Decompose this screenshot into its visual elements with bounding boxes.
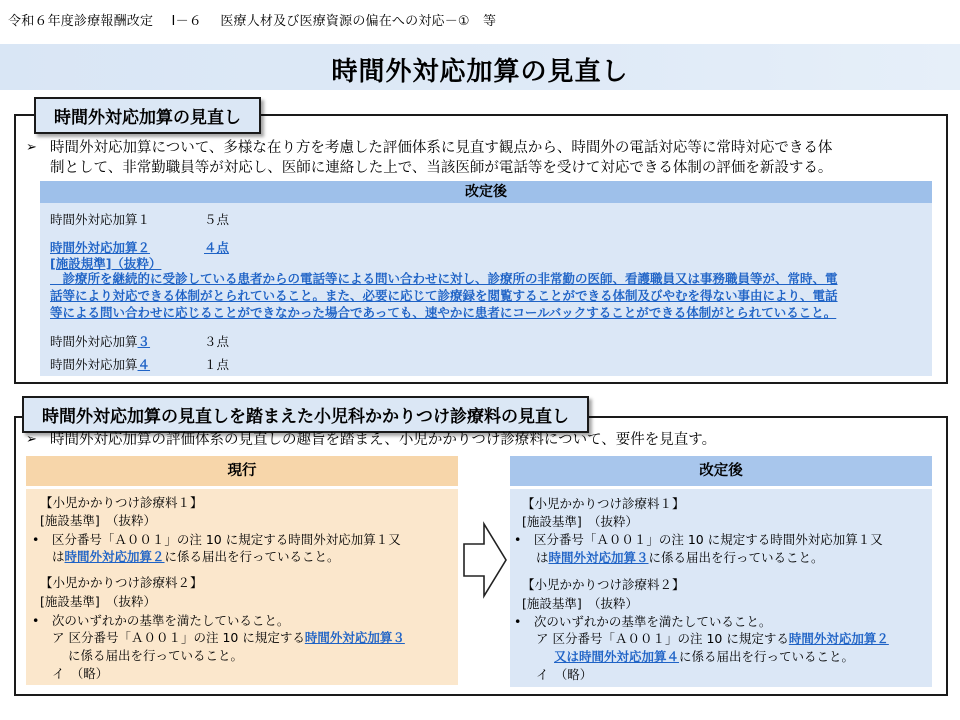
current-fee2-line2-pre: ア 区分番号「Ａ００１」の注 10 に規定する [52, 630, 305, 645]
revised-fee2-link-b: 又は時間外対応加算４ [554, 649, 680, 664]
current-fee1-title: 【小児かかりつけ診療料１】 [40, 495, 203, 510]
item2-name: 時間外対応加算２ [50, 240, 151, 255]
item2-desc-line3: 等による問い合わせに応じることができなかった場合であっても、速やかに患者にコールバックすることができる体制がとられていること。 [50, 305, 837, 320]
section1-panel-header: 改定後 [40, 181, 932, 203]
topic-label: 医療人材及び医療資源の偏在への対応－① 等 [220, 14, 497, 29]
section1-lead-line1: 時間外対応加算について、多様な在り方を考慮した評価体系に見直す観点から、時間外の電話対応等に常時対応できる体 [50, 140, 833, 156]
revised-fee2-line4: イ （略） [536, 667, 593, 682]
current-fee2-criteria: [施設基準] （抜粋） [40, 594, 157, 609]
revised-header: 改定後 [510, 456, 932, 486]
item2-points: ４点 [204, 240, 230, 255]
section2-lead: 時間外対応加算の評価体系の見直しの趣旨を踏まえ、小児かかりつけ診療料について、要件を見直す。 [50, 432, 717, 448]
section2-tab: 時間外対応加算の見直しを踏まえた小児科かかりつけ診療料の見直し [22, 396, 589, 433]
right-arrow-icon [462, 520, 508, 600]
section1-tab: 時間外対応加算の見直し [34, 97, 261, 134]
section2-bullet-icon: ➢ [26, 432, 37, 447]
item4-name-num: ４ [137, 357, 151, 372]
item4-name-base: 時間外対応加算 [50, 357, 138, 372]
item1-points: ５点 [204, 212, 230, 227]
current-fee1-criteria: [施設基準] （抜粋） [40, 513, 157, 528]
current-fee1-link: 時間外対応加算２ [64, 549, 165, 564]
current-fee2-line4: イ （略） [52, 666, 109, 681]
current-fee2-line3: に係る届出を行っていること。 [68, 648, 244, 663]
header-line [8, 10, 510, 29]
revised-fee1-title: 【小児かかりつけ診療料１】 [522, 496, 685, 511]
item2-desc-line1: 診療所を継続的に受診している患者からの電話等による問い合わせに対し、診療所の非常勤の医師、看護職員又は事務職員等が、常時、電 [50, 271, 838, 286]
section-number: Ⅰ－６ [171, 14, 202, 29]
page-title: 時間外対応加算の見直し [331, 57, 629, 87]
current-header: 現行 [26, 456, 458, 486]
revision-label: 令和６年度診療報酬改定 [8, 14, 154, 29]
item3-name [50, 332, 150, 350]
revised-fee2-link-a: 時間外対応加算２ [788, 631, 889, 646]
item3-points: ３点 [204, 334, 230, 349]
revised-fee2-line1: • 次のいずれかの基準を満たしていること。 [514, 614, 772, 629]
revised-fee1-line2-post: に係る届出を行っていること。 [648, 550, 824, 565]
current-fee2-title: 【小児かかりつけ診療料２】 [40, 575, 203, 590]
item3-name-base: 時間外対応加算 [50, 334, 138, 349]
revised-fee2-line2 [536, 630, 889, 648]
current-fee2-line2 [52, 629, 405, 647]
revised-fee1-line2-pre: は [536, 550, 549, 565]
revised-fee2-line2-pre: ア 区分番号「Ａ００１」の注 10 に規定する [536, 631, 789, 646]
section1-bullet-icon: ➢ [26, 140, 37, 155]
item4-points: １点 [204, 357, 230, 372]
section1-lead-line2: 制として、非常勤職員等が対応し、医師に連絡した上で、当該医師が電話等を受けて対応できる体制の評価を新設する。 [50, 160, 833, 176]
revised-fee1-link: 時間外対応加算３ [548, 550, 649, 565]
item2-desc-line2: 話等により対応できる体制がとられていること。また、必要に応じて診療録を閲覧することができる体制及びやむを得ない事由により、電話 [50, 288, 838, 303]
item1-name: 時間外対応加算１ [50, 212, 151, 227]
revised-fee1-line1: • 区分番号「Ａ００１」の注 10 に規定する時間外対応加算１又 [514, 532, 883, 547]
revised-fee2-title: 【小児かかりつけ診療料２】 [522, 577, 685, 592]
revised-fee1-line2 [536, 549, 824, 567]
current-fee1-line2-pre: は [52, 549, 65, 564]
item3-name-num: ３ [137, 334, 151, 349]
title-band [0, 44, 960, 90]
current-fee1-line2 [52, 548, 340, 566]
item4-name [50, 355, 150, 373]
current-fee2-line1: • 次のいずれかの基準を満たしていること。 [32, 613, 290, 628]
revised-fee2-line3 [554, 648, 854, 666]
item2-criteria: [施設規準]（抜粋） [50, 256, 162, 271]
revised-fee2-criteria: [施設基準] （抜粋） [522, 596, 639, 611]
revised-fee1-criteria: [施設基準] （抜粋） [522, 514, 639, 529]
current-fee1-line2-post: に係る届出を行っていること。 [164, 549, 340, 564]
current-fee2-link: 時間外対応加算３ [304, 630, 405, 645]
current-fee1-line1: • 区分番号「Ａ００１」の注 10 に規定する時間外対応加算１又 [32, 532, 401, 547]
revised-fee2-line3-post: に係る届出を行っていること。 [679, 649, 855, 664]
